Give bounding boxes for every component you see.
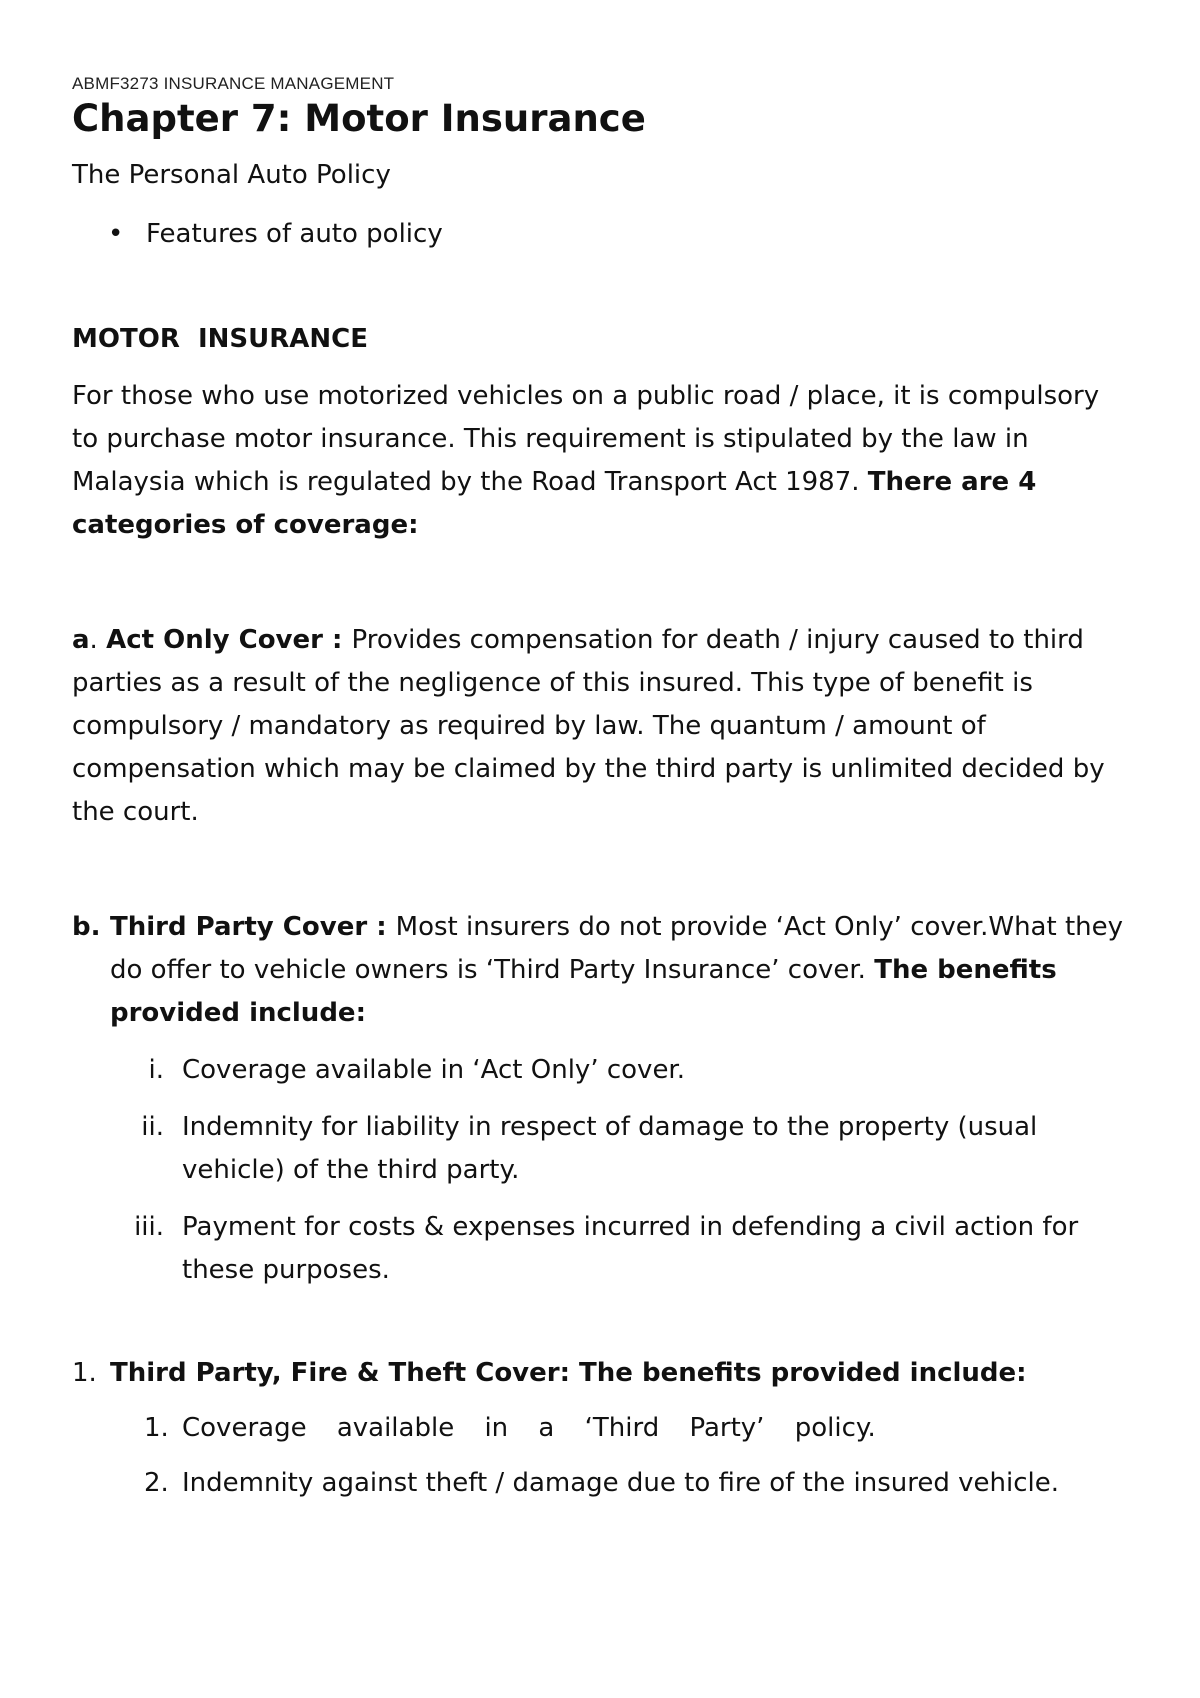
course-header: ABMF3273 INSURANCE MANAGEMENT xyxy=(72,74,395,93)
intro-text: For those who use motorized vehicles on a public road / place, it is compulsory to purchase motor insurance. This requirement is stipulated by the law in Malaysia which is regulated by the Road Transport Act 1987. xyxy=(72,381,1100,497)
bullet-item xyxy=(72,213,1132,256)
coverage-item-b xyxy=(72,906,1132,1035)
bullet-dot-icon: • xyxy=(108,219,124,249)
page-title: Chapter 7: Motor Insurance xyxy=(72,97,646,140)
coverage-item-1 xyxy=(72,1352,1132,1395)
intro-paragraph xyxy=(72,375,1132,547)
list-item-text: Indemnity for liability in respect of damage to the property (usual vehicle) of the third party. xyxy=(182,1112,1038,1185)
intro-bold-text: There are 4 categories of coverage: xyxy=(72,467,1037,540)
list-item-number: 1. xyxy=(144,1413,169,1443)
list-item-number: 2. xyxy=(144,1468,169,1498)
list-item-text: Coverage available in a ‘Third Party’ policy. xyxy=(182,1413,876,1443)
item-b-text: Most insurers do not provide ‘Act Only’ cover.What they do offer to vehicle owners is ‘Third Party Insurance’ cover. xyxy=(110,912,1123,985)
list-item-number: i. xyxy=(148,1055,164,1085)
item-b-bold-text: The benefits provided include: xyxy=(110,955,1057,1028)
list-item-number: iii. xyxy=(134,1212,164,1242)
item-b-title: Third Party Cover xyxy=(110,912,368,942)
document-page xyxy=(72,74,1132,1505)
item-a-text: Provides compensation for death / injury caused to third parties as a result of the negligence of this insured. This type of benefit is compulsory / mandatory as required by law. The quantum / amount of compensation which may be claimed by the third party is unlimited decided by the court. xyxy=(72,625,1105,827)
list-item xyxy=(72,1407,1132,1450)
item-1-marker: 1. xyxy=(72,1358,97,1388)
item-a-separator: : xyxy=(322,625,352,655)
bullet-text: Features of auto policy xyxy=(146,219,443,249)
item-a-marker: a xyxy=(72,625,90,655)
item-b-marker: b. xyxy=(72,912,101,942)
list-item xyxy=(72,1462,1132,1505)
subtitle: The Personal Auto Policy xyxy=(72,160,391,190)
item-b-separator: : xyxy=(367,912,396,942)
item-1-title: Third Party, Fire & Theft Cover xyxy=(110,1358,560,1388)
coverage-item-a: a. Act Only Cover : Provides compensation for death / injury caused to third parties as a result of the negligence of this insured. This type of benefit is compulsory / mandatory as required by law. The quantum / amount of compensation which may be claimed by the third party is unlimited decided by the court. xyxy=(72,625,1105,827)
list-item-text: Coverage available in ‘Act Only’ cover. xyxy=(182,1055,686,1085)
item-a-title: Act Only Cover xyxy=(106,625,323,655)
section-heading: MOTOR INSURANCE xyxy=(72,324,368,354)
list-item-text: Indemnity against theft / damage due to fire of the insured vehicle. xyxy=(182,1468,1060,1498)
item-1-bold-text: : The benefits provided include: xyxy=(559,1358,1027,1388)
list-item-text: Payment for costs & expenses incurred in defending a civil action for these purposes. xyxy=(182,1212,1079,1285)
list-item-number: ii. xyxy=(141,1112,164,1142)
list-item xyxy=(72,1206,1132,1292)
list-item xyxy=(72,1106,1132,1192)
list-item xyxy=(72,1049,1132,1092)
